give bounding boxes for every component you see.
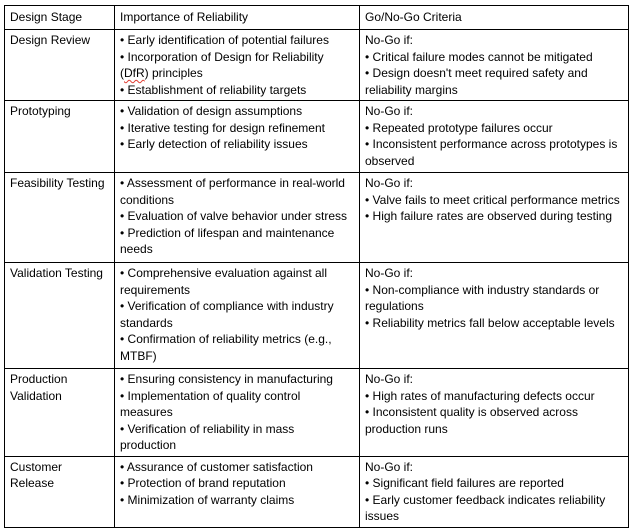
nogo-label: No-Go if: (365, 459, 414, 474)
bullet-item: • Early detection of reliability issues (120, 137, 308, 151)
bullet-item: • High rates of manufacturing defects occur (365, 388, 595, 403)
stage-cell: Customer Release (5, 456, 115, 527)
stage-cell: Design Review (5, 30, 115, 101)
bullet-item: • Protection of brand reputation (120, 476, 286, 490)
table-row (5, 173, 629, 263)
header-importance-of-reliability: Importance of Reliability (115, 6, 360, 30)
misspelled-word: DfR (124, 66, 145, 80)
bullet-item: • Inconsistent quality is observed across production runs (365, 405, 578, 436)
nogo-label: No-Go if: (365, 372, 414, 386)
criteria-cell (360, 173, 629, 263)
nogo-label: No-Go if: (365, 266, 414, 280)
bullet-item: • Comprehensive evaluation against all requirements (120, 266, 327, 297)
bullet-item: • Incorporation of Design for Reliability (DfR) principles (120, 49, 324, 80)
criteria-cell (360, 369, 629, 457)
stage-cell: Production Validation (5, 369, 115, 457)
nogo-label: No-Go if: (365, 176, 414, 190)
bullet-item: • High failure rates are observed during testing (365, 209, 613, 223)
header-row (5, 6, 629, 30)
header-go-no-go-criteria: Go/No-Go Criteria (360, 6, 629, 30)
importance-cell (115, 456, 360, 527)
bullet-item: • Verification of reliability in mass production (120, 421, 295, 452)
importance-cell (115, 263, 360, 369)
bullet-item: • Valve fails to meet critical performance metrics (365, 192, 620, 207)
bullet-item: • Assessment of performance in real-world conditions (120, 176, 345, 207)
criteria-cell (360, 263, 629, 369)
bullet-item: • Prediction of lifespan and maintenance needs (120, 225, 335, 256)
table-row (5, 369, 629, 457)
importance-cell (115, 30, 360, 101)
nogo-label: No-Go if: (365, 33, 414, 47)
bullet-item: • Implementation of quality control measures (120, 388, 301, 419)
importance-cell (115, 369, 360, 457)
bullet-item: • Minimization of warranty claims (120, 492, 295, 507)
design-stage-table (4, 5, 629, 528)
table-row (5, 30, 629, 101)
stage-cell: Feasibility Testing (5, 173, 115, 263)
criteria-cell (360, 456, 629, 527)
table-row (5, 263, 629, 369)
criteria-cell (360, 30, 629, 101)
bullet-item: • Iterative testing for design refinement (120, 120, 325, 135)
bullet-item: • Design doesn't meet required safety and reliability margins (365, 66, 588, 97)
table-row (5, 456, 629, 527)
importance-cell (115, 101, 360, 173)
bullet-item: • Evaluation of valve behavior under stress (120, 209, 347, 223)
nogo-label: No-Go if: (365, 104, 414, 118)
bullet-item: • Inconsistent performance across prototypes is observed (365, 137, 618, 168)
bullet-item: • Ensuring consistency in manufacturing (120, 372, 333, 386)
header-design-stage: Design Stage (5, 6, 115, 30)
bullet-item: • Significant field failures are reported (365, 476, 564, 490)
stage-cell: Prototyping (5, 101, 115, 173)
bullet-item: • Assurance of customer satisfaction (120, 459, 313, 474)
bullet-item: • Early customer feedback indicates reliability issues (365, 492, 606, 523)
bullet-item: • Verification of compliance with industry standards (120, 299, 334, 330)
bullet-item: • Validation of design assumptions (120, 104, 303, 118)
criteria-cell (360, 101, 629, 173)
bullet-item: • Critical failure modes cannot be mitigated (365, 49, 593, 64)
bullet-item: • Non-compliance with industry standards or regulations (365, 282, 600, 313)
table-row (5, 101, 629, 173)
bullet-item: • Establishment of reliability targets (120, 82, 307, 97)
bullet-item: • Confirmation of reliability metrics (e.g., MTBF) (120, 332, 332, 363)
bullet-item: • Repeated prototype failures occur (365, 120, 553, 135)
stage-cell: Validation Testing (5, 263, 115, 369)
importance-cell (115, 173, 360, 263)
bullet-item: • Early identification of potential failures (120, 33, 329, 47)
bullet-item: • Reliability metrics fall below acceptable levels (365, 315, 615, 330)
